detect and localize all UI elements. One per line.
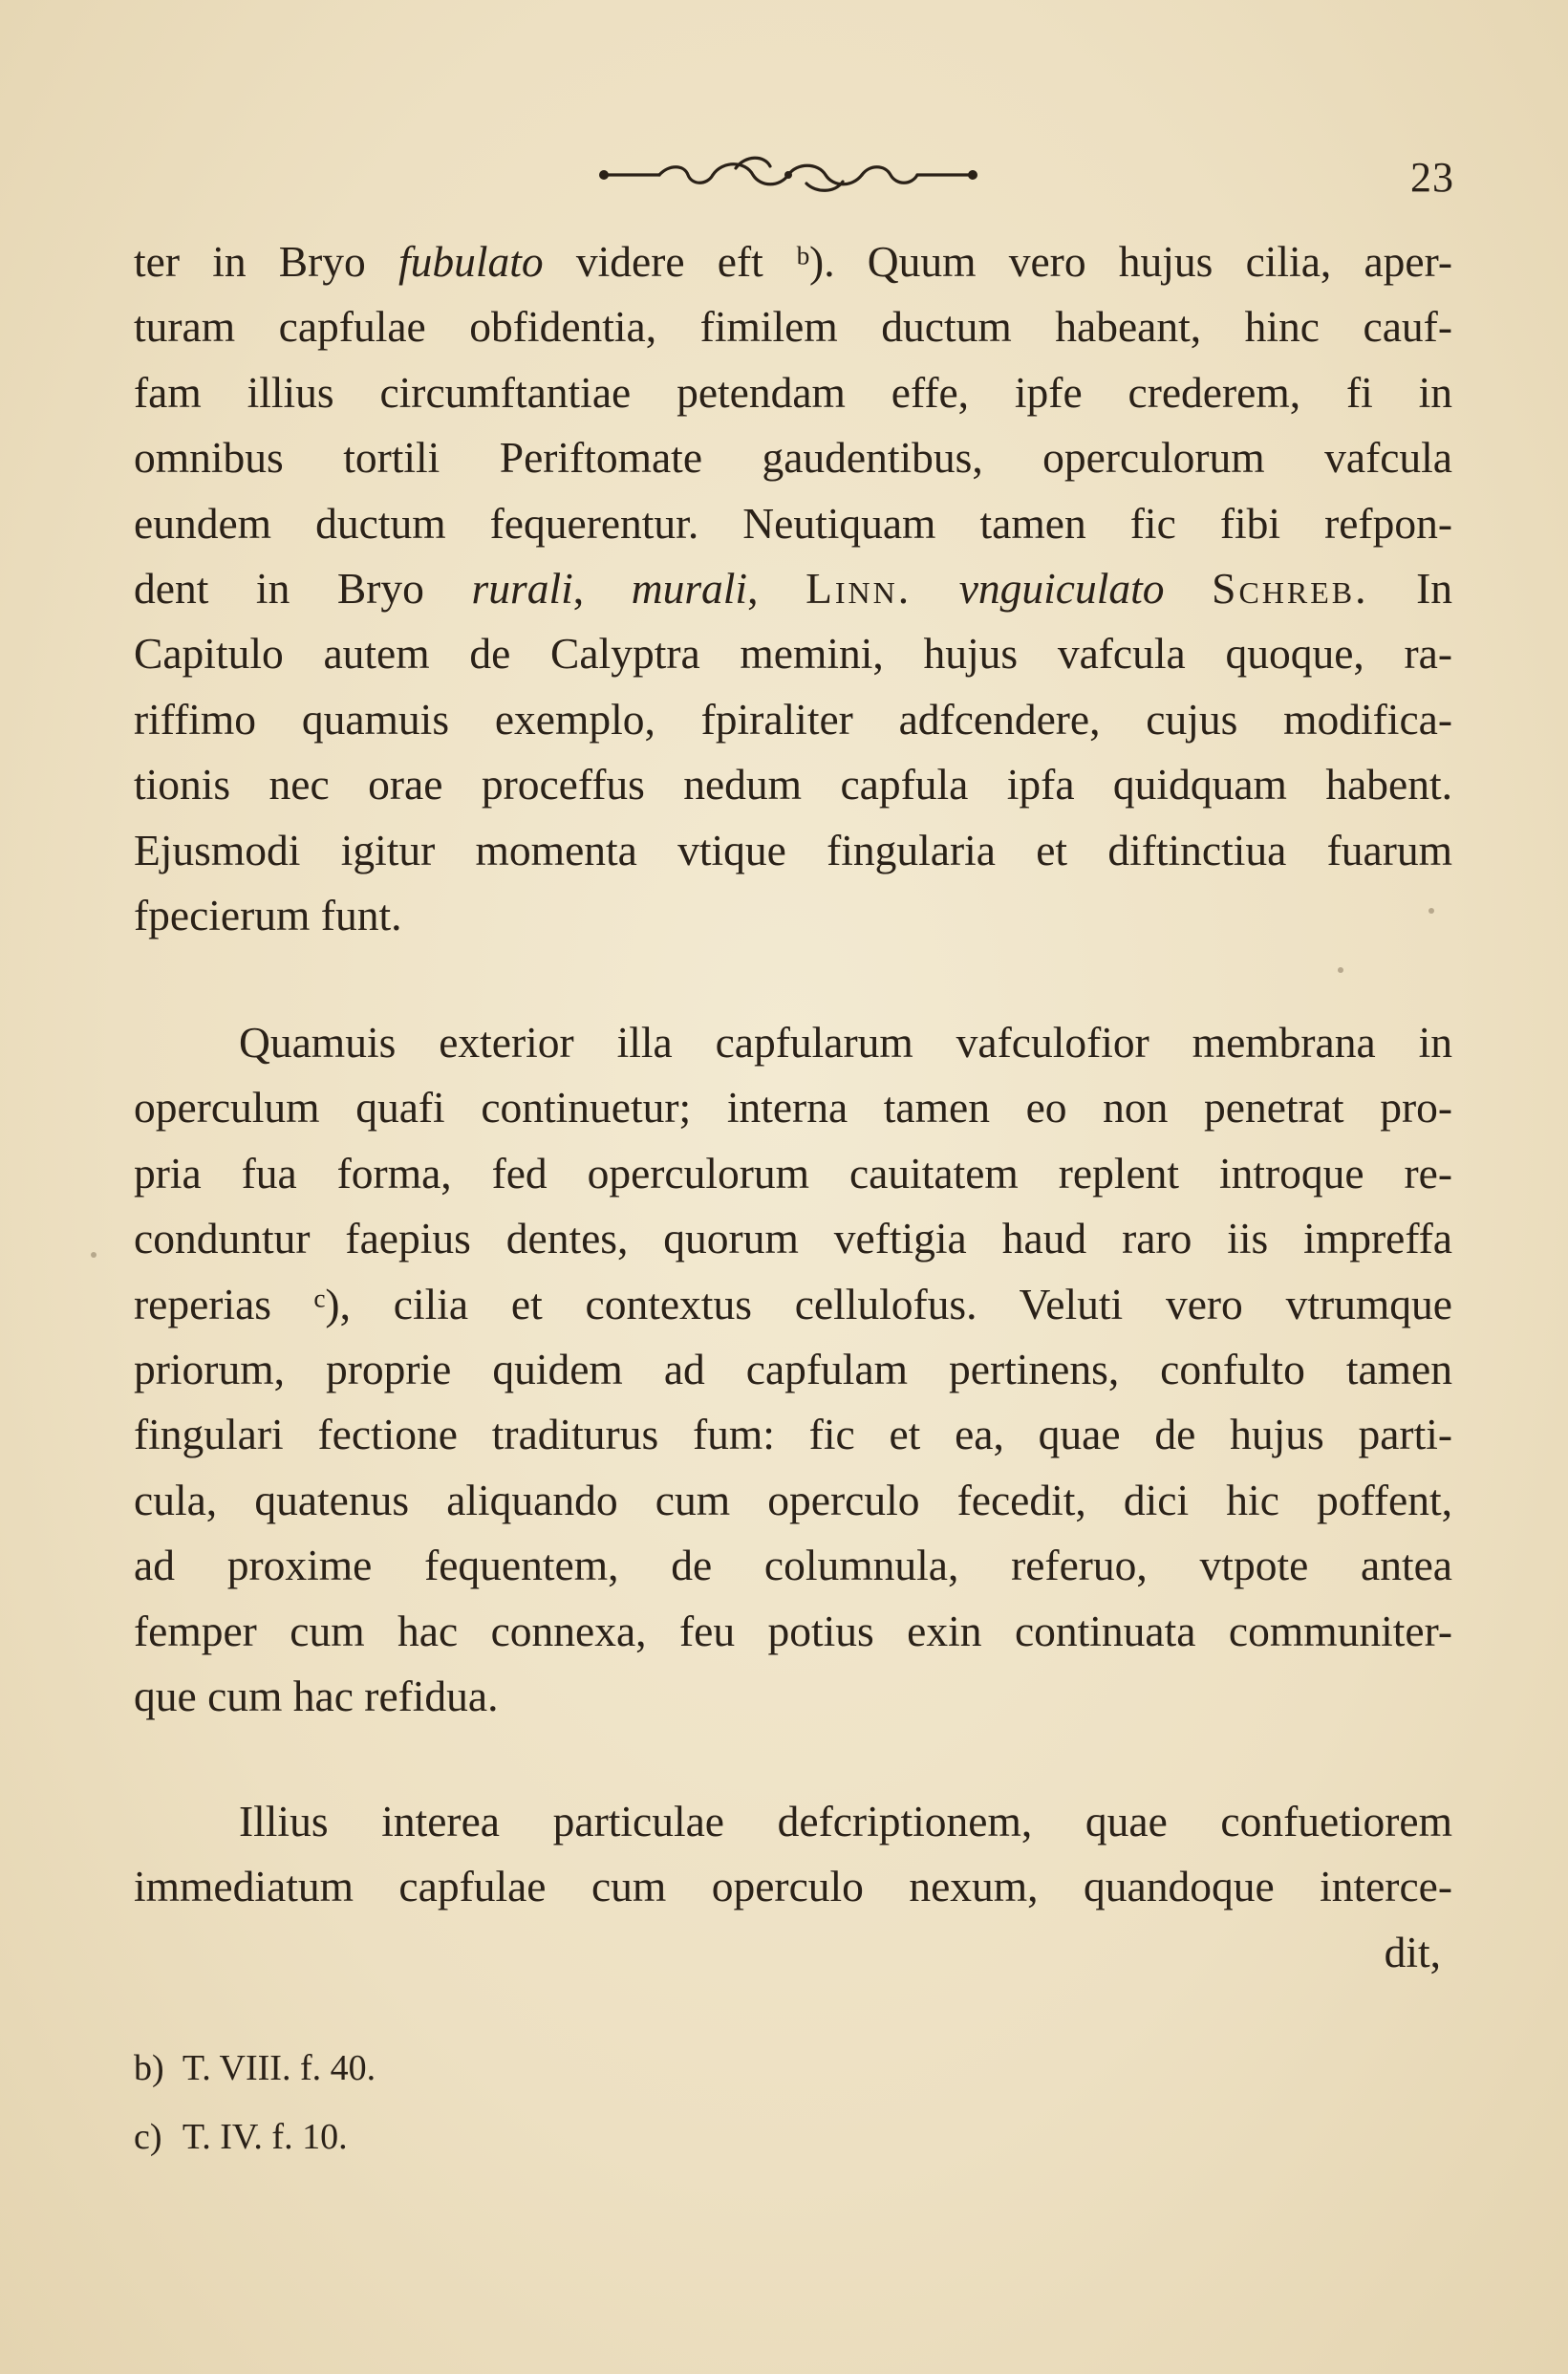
paragraph-line: ad proxime fequentem, de columnula, referuo, vtpote antea bbox=[134, 1541, 1452, 1590]
paper-speck-icon bbox=[1338, 967, 1343, 973]
paragraph-line: Ejusmodi igitur momenta vtique fingularia et diftinctiua fuarum bbox=[134, 825, 1452, 874]
paragraph-line: dent in Bryo rurali, murali, Linn. vnguiculato Schreb. In bbox=[134, 563, 1453, 613]
paragraph-line: eundem ductum fequerentur. Neutiquam tamen fic fibi refpon- bbox=[134, 498, 1452, 548]
paragraph-line: priorum, proprie quidem ad capfulam pertinens, confulto tamen bbox=[134, 1344, 1452, 1393]
paragraph-line: pria fua forma, fed operculorum cauitatem replent introque re- bbox=[134, 1148, 1452, 1198]
paragraph-line: operculum quafi continuetur; interna tamen eo non penetrat pro- bbox=[134, 1083, 1452, 1133]
paragraph-line: turam capfulae obfidentia, fimilem ductum habeant, hinc cauf- bbox=[134, 302, 1452, 352]
footnote-text: T. IV. f. 10. bbox=[182, 2117, 348, 2157]
paragraph-2 bbox=[134, 1010, 1452, 1729]
paragraph-line: Illius interea particulae defcriptionem, quae confuetiorem bbox=[239, 1797, 1452, 1845]
footnote-mark: b) bbox=[134, 2048, 164, 2088]
footnote-c bbox=[134, 2103, 376, 2171]
paragraph-1 bbox=[134, 229, 1452, 948]
header-ornament-icon bbox=[592, 151, 984, 195]
paragraph-line: cula, quatenus aliquando cum operculo fecedit, dici hic poffent, bbox=[134, 1475, 1452, 1524]
paragraph-line: ter in Bryo fubulato videre eft ᵇ). Quum vero hujus cilia, aper- bbox=[134, 237, 1453, 286]
page-number: 23 bbox=[1410, 154, 1454, 201]
paragraph-line: fam illius circumftantiae petendam effe, ipfe crederem, fi in bbox=[134, 367, 1452, 417]
paragraph-line: que cum hac refidua. bbox=[134, 1671, 499, 1720]
paragraph-line: fpecierum funt. bbox=[134, 890, 402, 939]
footnote-b bbox=[134, 2034, 376, 2103]
paper-speck-icon bbox=[91, 1252, 97, 1258]
paragraph-3 bbox=[134, 1789, 1452, 1985]
paragraph-line: riffimo quamuis exemplo, fpiraliter adfcendere, cujus modifica- bbox=[134, 694, 1452, 744]
paragraph-line: omnibus tortili Periftomate gaudentibus, operculorum vafcula bbox=[134, 433, 1452, 483]
paragraph-line: immediatum capfulae cum operculo nexum, quandoque interce- bbox=[134, 1862, 1452, 1911]
paragraph-line: dit, bbox=[1384, 1927, 1441, 1976]
footnote-text: T. VIII. f. 40. bbox=[182, 2048, 376, 2088]
paragraph-line: tionis nec orae proceffus nedum capfula ipfa quidquam habent. bbox=[134, 760, 1452, 809]
footnote-mark: c) bbox=[134, 2117, 162, 2157]
paragraph-line: Quamuis exterior illa capfularum vafculofior membrana in bbox=[239, 1018, 1452, 1067]
paragraph-line: femper cum hac connexa, feu potius exin continuata communiter- bbox=[134, 1606, 1452, 1655]
paragraph-line: conduntur faepius dentes, quorum veftigia haud raro iis impreffa bbox=[134, 1214, 1452, 1263]
paper-speck-icon bbox=[1428, 908, 1434, 914]
paragraph-line: fingulari fectione traditurus fum: fic et ea, quae de hujus parti- bbox=[134, 1410, 1452, 1459]
footnotes bbox=[134, 2034, 376, 2171]
paragraph-line: reperias ᶜ), cilia et contextus cellulofus. Veluti vero vtrumque bbox=[134, 1279, 1452, 1328]
paragraph-line: Capitulo autem de Calyptra memini, hujus vafcula quoque, ra- bbox=[134, 629, 1452, 679]
